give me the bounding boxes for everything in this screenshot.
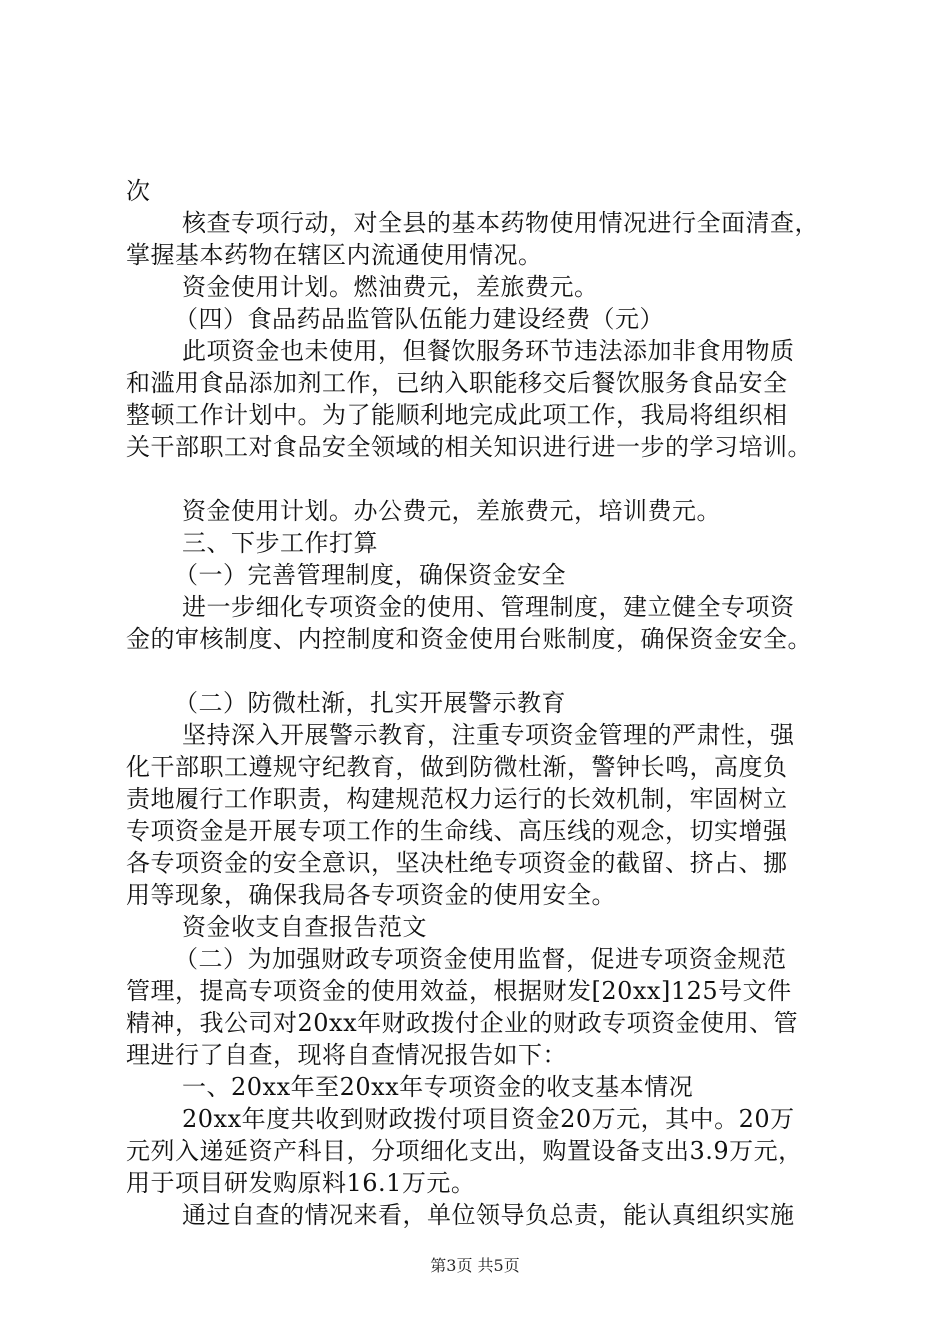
text-line: 理进行了自查，现将自查情况报告如下： (126, 1041, 567, 1069)
paragraph-gap (126, 655, 846, 687)
text-line: 管理，提高专项资金的使用效益，根据财发[20xx]125号文件 (126, 977, 792, 1005)
text-line: （二）为加强财政专项资金使用监督，促进专项资金规范 (174, 945, 787, 973)
text-line: 各专项资金的安全意识，坚决杜绝专项资金的截留、挤占、挪 (126, 849, 788, 877)
text-line: 关干部职工对食品安全领域的相关知识进行进一步的学习培训。 (126, 433, 812, 461)
text-line: 次 (126, 177, 151, 205)
section-heading: 一、20xx年至20xx年专项资金的收支基本情况 (182, 1073, 694, 1101)
document-body (126, 175, 846, 1231)
text-line: 掌握基本药物在辖区内流通使用情况。 (126, 241, 543, 269)
text-line: 和滥用食品添加剂工作，已纳入职能移交后餐饮服务食品安全 (126, 369, 788, 397)
text-line: 责地履行工作职责，构建规范权力运行的长效机制，牢固树立 (126, 785, 788, 813)
text-line: 金的审核制度、内控制度和资金使用台账制度，确保资金安全。 (126, 625, 812, 653)
text-line: 坚持深入开展警示教育，注重专项资金管理的严肃性，强 (182, 721, 795, 749)
text-line: 元列入递延资产科目，分项细化支出，购置设备支出3.9万元， (126, 1137, 803, 1165)
text-line: 进一步细化专项资金的使用、管理制度，建立健全专项资 (182, 593, 795, 621)
section-heading: （四）食品药品监管队伍能力建设经费（元） (174, 305, 664, 333)
text-line: 核查专项行动，对全县的基本药物使用情况进行全面清查， (182, 209, 819, 237)
text-line: 用于项目研发购原料16.1万元。 (126, 1169, 476, 1197)
section-heading: （一）完善管理制度，确保资金安全 (174, 561, 566, 589)
text-line: 专项资金是开展专项工作的生命线、高压线的观念，切实增强 (126, 817, 788, 845)
text-line: 20xx年度共收到财政拨付项目资金20万元，其中。20万 (182, 1105, 795, 1133)
section-heading: 三、下步工作打算 (182, 529, 378, 557)
text-line: 资金使用计划。办公费元，差旅费元，培训费元。 (182, 497, 721, 525)
text-line: 整顿工作计划中。为了能顺利地完成此项工作，我局将组织相 (126, 401, 788, 429)
text-line: 化干部职工遵规守纪教育，做到防微杜渐，警钟长鸣，高度负 (126, 753, 788, 781)
text-line: 资金使用计划。燃油费元，差旅费元。 (182, 273, 599, 301)
section-heading: 资金收支自查报告范文 (182, 913, 427, 941)
text-line: 精神，我公司对20xx年财政拨付企业的财政专项资金使用、管 (126, 1009, 799, 1037)
text-line: 此项资金也未使用，但餐饮服务环节违法添加非食用物质 (182, 337, 795, 365)
section-heading: （二）防微杜渐，扎实开展警示教育 (174, 689, 566, 717)
paragraph-gap (126, 463, 846, 495)
page-number-footer: 第3页 共5页 (430, 1256, 520, 1275)
text-line: 通过自查的情况来看，单位领导负总责，能认真组织实施 (182, 1201, 795, 1229)
text-line: 用等现象，确保我局各专项资金的使用安全。 (126, 881, 616, 909)
